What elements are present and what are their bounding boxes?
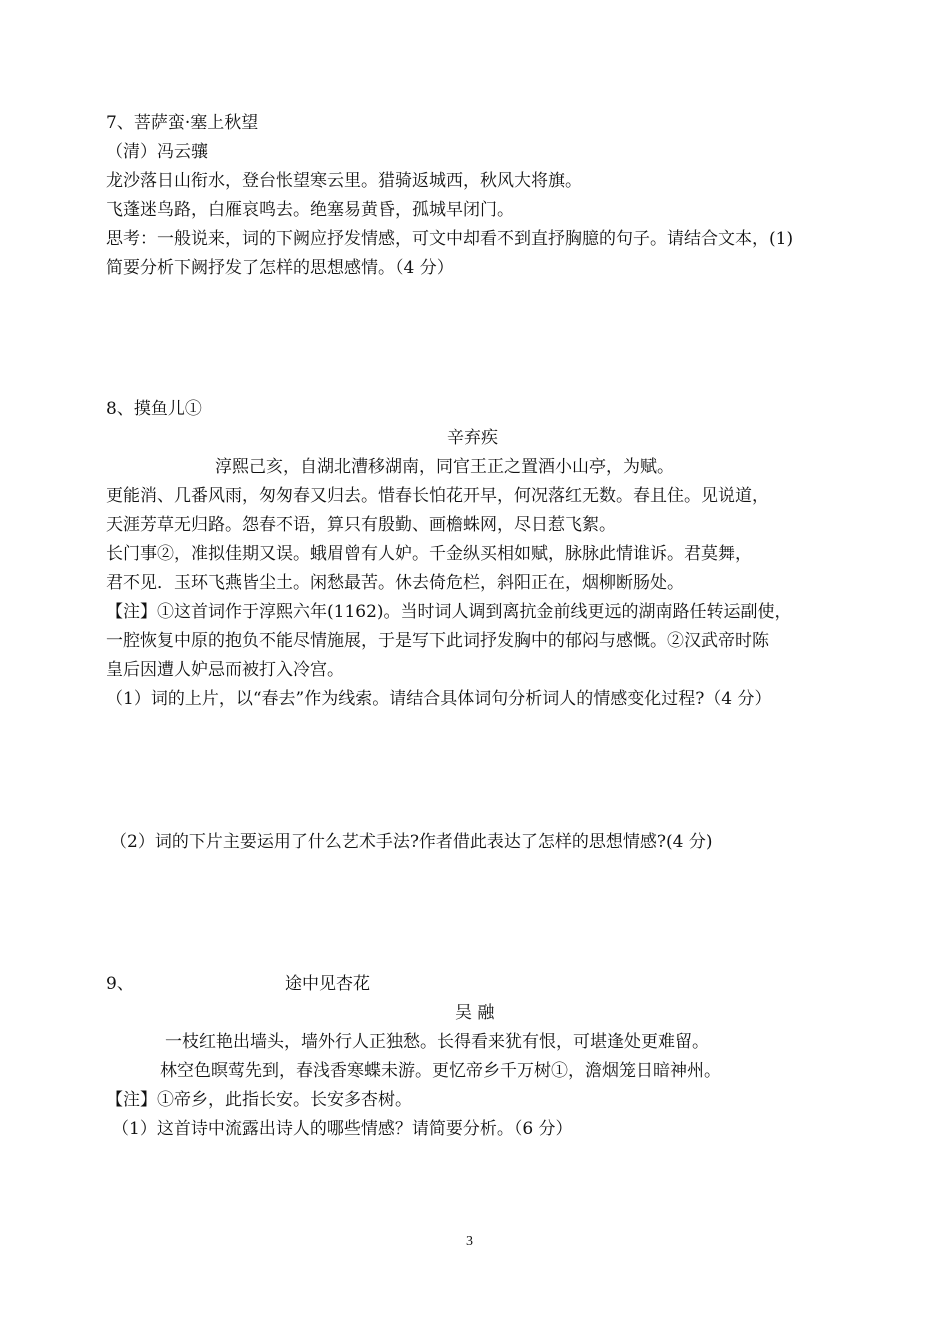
q8-author: 辛弃疾 (447, 428, 498, 448)
q8-question-1: （1）词的上片，以“春去”作为线索。请结合具体词句分析词人的情感变化过程?（4 分） (106, 689, 772, 709)
q8-question-2: （2）词的下片主要运用了什么艺术手法?作者借此表达了怎样的思想情感?(4 分) (110, 832, 713, 852)
q8-note-line: 一腔恢复中原的抱负不能尽情施展，于是写下此词抒发胸中的郁闷与感慨。②汉武帝时陈 (106, 631, 769, 651)
q9-poem-line: 林空色暝莺先到，春浅香寒蝶未游。更忆帝乡千万树①，澹烟笼日暗神州。 (160, 1061, 721, 1081)
q8-poem-line: 长门事②，准拟佳期又误。蛾眉曾有人妒。千金纵买相如赋，脉脉此情谁诉。君莫舞， (106, 544, 752, 564)
q8-preface: 淳熙己亥，自湖北漕移湖南，同官王正之置酒小山亭，为赋。 (215, 457, 674, 477)
q8-poem-line: 天涯芳草无归路。怨春不语，算只有殷勤、画檐蛛网，尽日惹飞絮。 (106, 515, 616, 535)
q7-author: （清）冯云骧 (106, 142, 208, 162)
q8-poem-line: 更能消、几番风雨，匆匆春又归去。惜春长怕花开早，何况落红无数。春且住。见说道， (106, 486, 769, 506)
q7-poem-line: 飞蓬迷鸟路，白雁哀鸣去。绝塞易黄昏，孤城早闭门。 (106, 200, 514, 220)
q8-note-line: 皇后因遭人妒忌而被打入冷宫。 (106, 660, 344, 680)
q9-poem-line: 一枝红艳出墙头，墙外行人正独愁。长得看来犹有恨，可堪逢处更难留。 (165, 1032, 709, 1052)
q9-question-1: （1）这首诗中流露出诗人的哪些情感？请简要分析。（6 分） (112, 1119, 573, 1139)
q9-title: 途中见杏花 (285, 974, 370, 994)
q7-question-line: 简要分析下阙抒发了怎样的思想感情。（4 分） (106, 258, 454, 278)
q9-note: 【注】①帝乡，此指长安。长安多杏树。 (106, 1090, 412, 1110)
q7-question-line: 思考：一般说来，词的下阙应抒发情感，可文中却看不到直抒胸臆的句子。请结合文本，(1) (106, 229, 794, 249)
q8-title: 8、摸鱼儿① (106, 399, 202, 419)
q7-title: 7、菩萨蛮·塞上秋望 (106, 113, 259, 133)
q9-number: 9、 (106, 974, 134, 994)
page-number: 3 (466, 1234, 473, 1249)
q8-poem-line: 君不见．玉环飞燕皆尘土。闲愁最苦。休去倚危栏，斜阳正在，烟柳断肠处。 (106, 573, 684, 593)
q9-author: 吴 融 (455, 1003, 495, 1023)
q7-poem-line: 龙沙落日山衔水，登台怅望寒云里。猎骑返城西，秋风大将旗。 (106, 171, 582, 191)
q8-note-line: 【注】①这首词作于淳熙六年(1162)。当时词人调到离抗金前线更远的湖南路任转运副使， (106, 602, 792, 622)
